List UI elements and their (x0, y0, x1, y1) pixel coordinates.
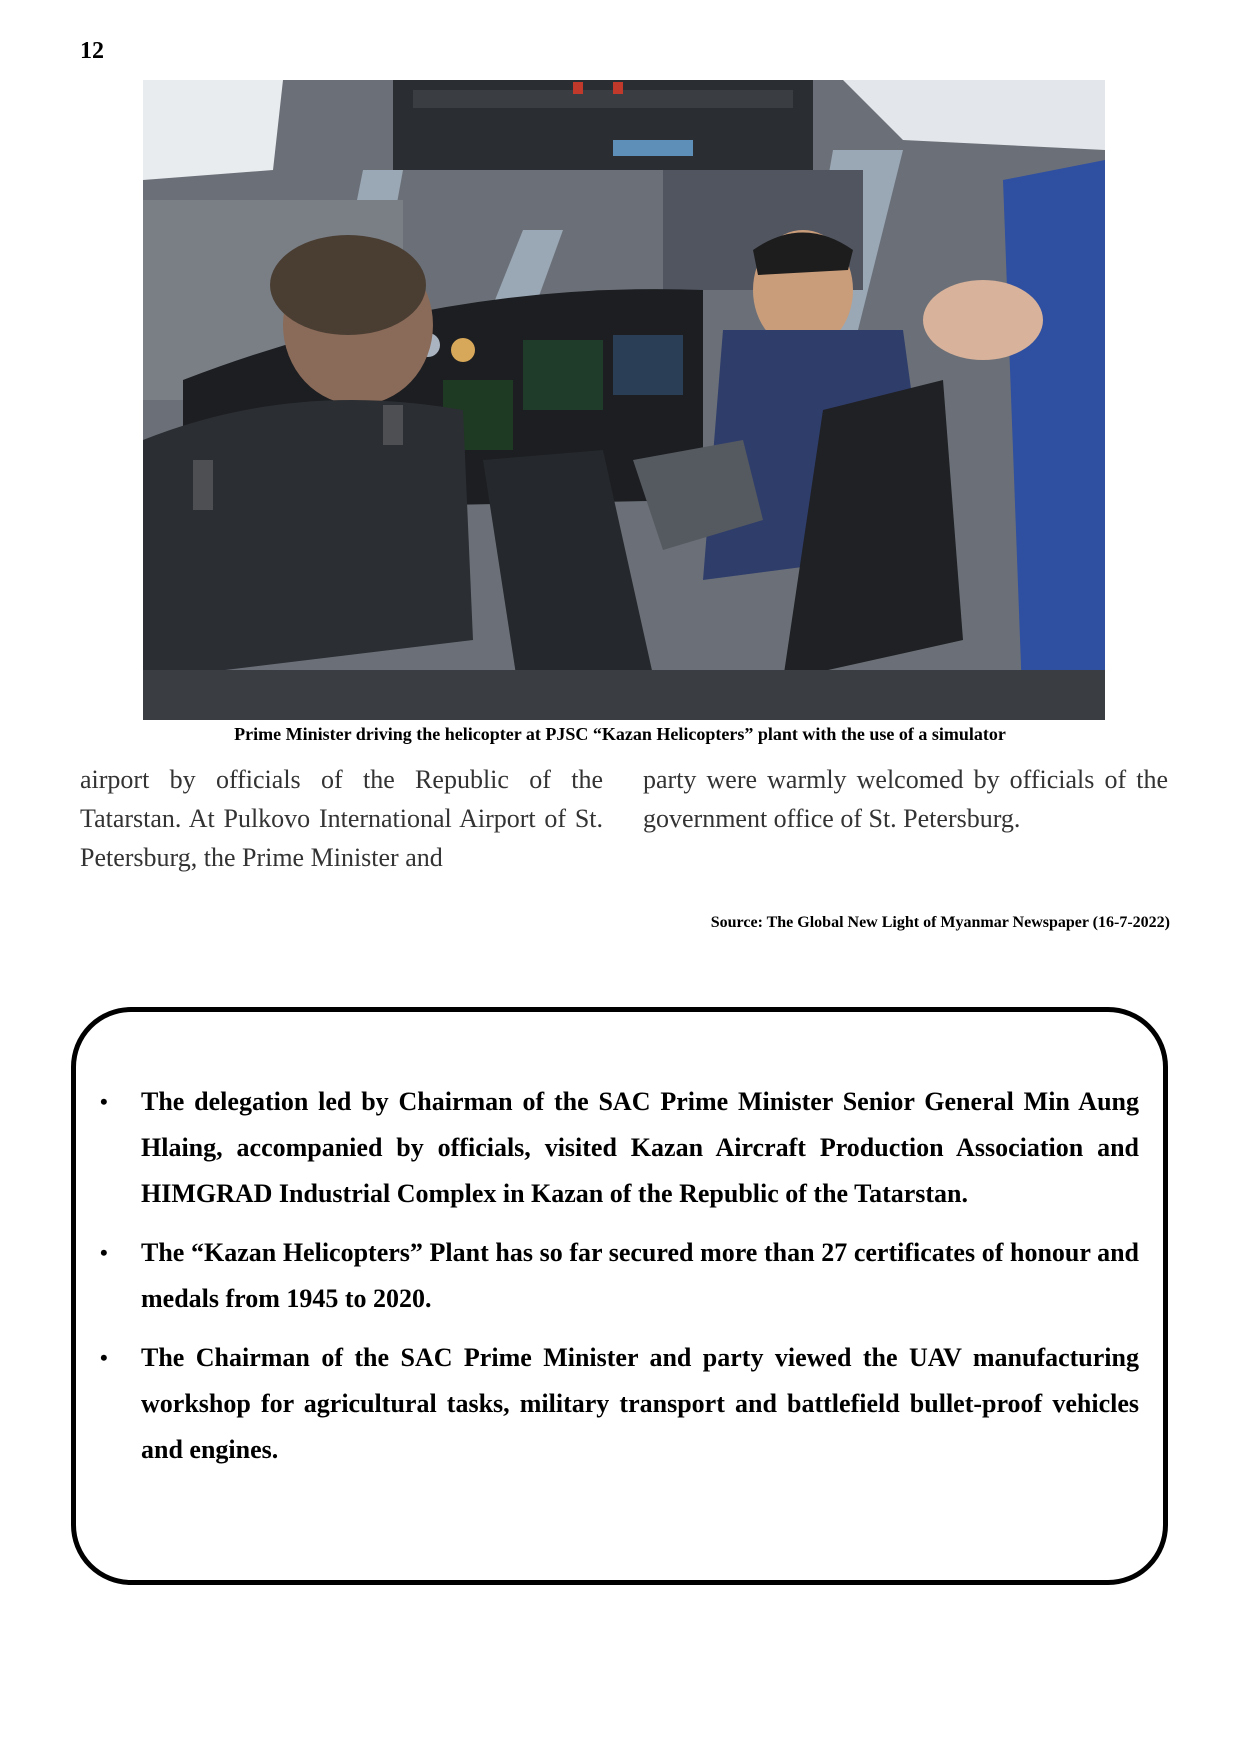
bullet-icon: • (100, 1089, 108, 1114)
summary-bullet-list (100, 1079, 1139, 1486)
source-citation: Source: The Global New Light of Myanmar Newspaper (16-7-2022) (710, 914, 1170, 931)
bullet-icon: • (100, 1345, 108, 1370)
cockpit-photo (143, 80, 1105, 720)
article-right-column: party were warmly welcomed by officials of the government office of St. Petersburg. (643, 765, 1168, 833)
bullet-icon: • (100, 1240, 108, 1265)
summary-bullet-item (100, 1230, 1139, 1322)
article-left-column: airport by officials of the Republic of the Tatarstan. At Pulkovo International Airport of St. Petersburg, the Prime Minister and (80, 765, 603, 872)
page-number: 12 (80, 38, 104, 64)
summary-bullet-text: The delegation led by Chairman of the SAC Prime Minister Senior General Min Aung Hlaing, accompanied by officials, visited Kazan Aircraft Production Association and HIMGRAD Industrial Complex in Kazan of the Republic of the Tatarstan. (141, 1087, 1139, 1208)
summary-bullet-text: The “Kazan Helicopters” Plant has so far secured more than 27 certificates of honour and medals from 1945 to 2020. (141, 1238, 1139, 1313)
cockpit-photo-illustration (143, 80, 1105, 720)
summary-bullet-item (100, 1079, 1139, 1217)
summary-bullet-item (100, 1335, 1139, 1473)
photo-caption: Prime Minister driving the helicopter at PJSC “Kazan Helicopters” plant with the use of a simulator (234, 724, 1006, 744)
summary-bullet-text: The Chairman of the SAC Prime Minister and party viewed the UAV manufacturing workshop for agricultural tasks, military transport and battlefield bullet-proof vehicles and engines. (141, 1343, 1139, 1464)
